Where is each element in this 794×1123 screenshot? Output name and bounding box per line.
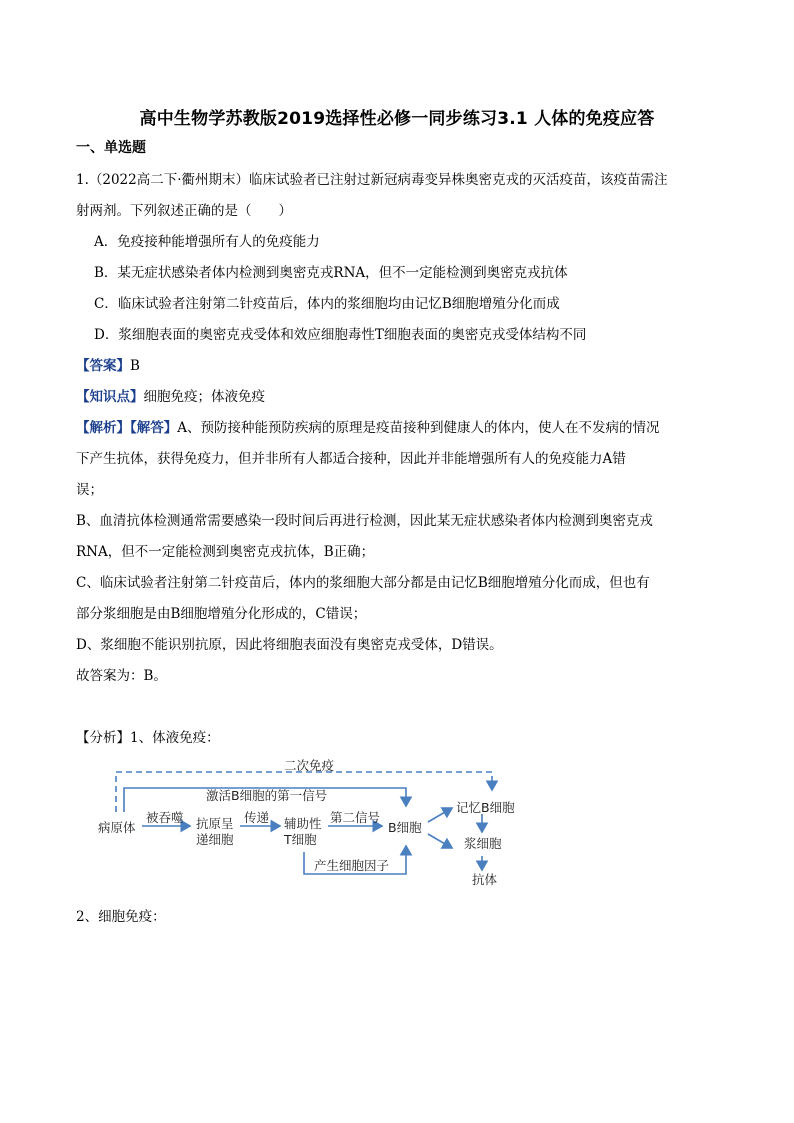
analysis-line-8: D、浆细胞不能识别抗原，因此将细胞表面没有奥密克戎受体，D错误。 — [76, 637, 503, 653]
label-th-line2: T细胞 — [284, 832, 317, 847]
label-apc-line1: 抗原呈 — [196, 816, 234, 831]
answer-tag: 【答案】 — [76, 358, 130, 374]
answer-value: B — [130, 358, 140, 374]
analysis-text-1: A、预防接种能预防疾病的原理是疫苗接种到健康人的体内，使人在不发病的情况 — [177, 420, 660, 436]
question-stem-line-1: 1.（2022高二下·衢州期末）临床试验者已注射过新冠病毒变异株奥密克戎的灭活疫苗，该疫苗需注 — [76, 172, 668, 188]
label-antibody: 抗体 — [472, 872, 498, 887]
analysis-line-7: 部分浆细胞是由B细胞增殖分化形成的，C错误； — [76, 606, 367, 622]
fenxi-tag: 【分析】 — [76, 730, 130, 746]
label-first-signal: 激活B细胞的第一信号 — [206, 788, 328, 803]
fenxi-text: 1、体液免疫： — [130, 730, 220, 746]
analysis-line-5: RNA，但不一定能检测到奥密克戎抗体，B正确； — [76, 544, 375, 560]
option-d: D．浆细胞表面的奥密克戎受体和效应细胞毒性T细胞表面的奥密克戎受体结构不同 — [94, 327, 587, 343]
label-pathogen: 病原体 — [98, 820, 136, 835]
fenxi-row — [76, 726, 220, 746]
analysis-line-3: 误； — [76, 482, 103, 498]
option-c: C．临床试验者注射第二针疫苗后，体内的浆细胞均由记忆B细胞增殖分化而成 — [94, 296, 560, 312]
answer-row — [76, 354, 140, 374]
knowledge-value: 细胞免疫；体液免疫 — [143, 389, 265, 405]
analysis-tag: 【解析】【解答】 — [76, 420, 178, 436]
page-title: 高中生物学苏教版2019选择性必修一同步练习3.1 人体的免疫应答 — [139, 109, 655, 129]
knowledge-row — [76, 385, 265, 405]
question-stem-line-2: 射两剂。下列叙述正确的是（ ） — [76, 203, 292, 219]
to-memory-arrow — [428, 808, 452, 822]
analysis-line-9: 故答案为：B。 — [76, 668, 167, 684]
label-engulfed: 被吞噬 — [146, 810, 184, 825]
label-plasma: 浆细胞 — [464, 836, 502, 851]
knowledge-tag: 【知识点】 — [76, 389, 144, 405]
option-b: B．某无症状感染者体内检测到奥密克戎RNA，但不一定能检测到奥密克戎抗体 — [94, 265, 568, 281]
section-heading: 一、单选题 — [76, 140, 146, 156]
label-apc-line2: 递细胞 — [196, 832, 234, 847]
label-memory-b: 记忆B细胞 — [456, 800, 515, 815]
analysis-line-2: 下产生抗体，获得免疫力，但并非所有人都适合接种，因此并非能增强所有人的免疫能力A错 — [76, 451, 626, 467]
label-second-signal: 第二信号 — [330, 810, 381, 825]
label-th-line1: 辅助性 — [284, 816, 322, 831]
option-a: A．免疫接种能增强所有人的免疫能力 — [94, 234, 320, 250]
cell-immunity-heading: 2、细胞免疫： — [76, 909, 166, 925]
analysis-line-6: C、临床试验者注射第二针疫苗后，体内的浆细胞大部分都是由记忆B细胞增殖分化而成，但也有 — [76, 575, 650, 591]
label-secondary: 二次免疫 — [284, 758, 335, 773]
to-plasma-arrow — [428, 834, 452, 848]
label-transfer: 传递 — [244, 810, 270, 825]
analysis-line-4: B、血清抗体检测通常需要感染一段时间后再进行检测，因此某无症状感染者体内检测到奥密克戎 — [76, 513, 653, 529]
humoral-immunity-diagram — [90, 756, 530, 896]
analysis-line-1 — [76, 416, 660, 436]
label-b-cell: B细胞 — [388, 820, 422, 835]
label-cytokine: 产生细胞因子 — [314, 858, 390, 873]
